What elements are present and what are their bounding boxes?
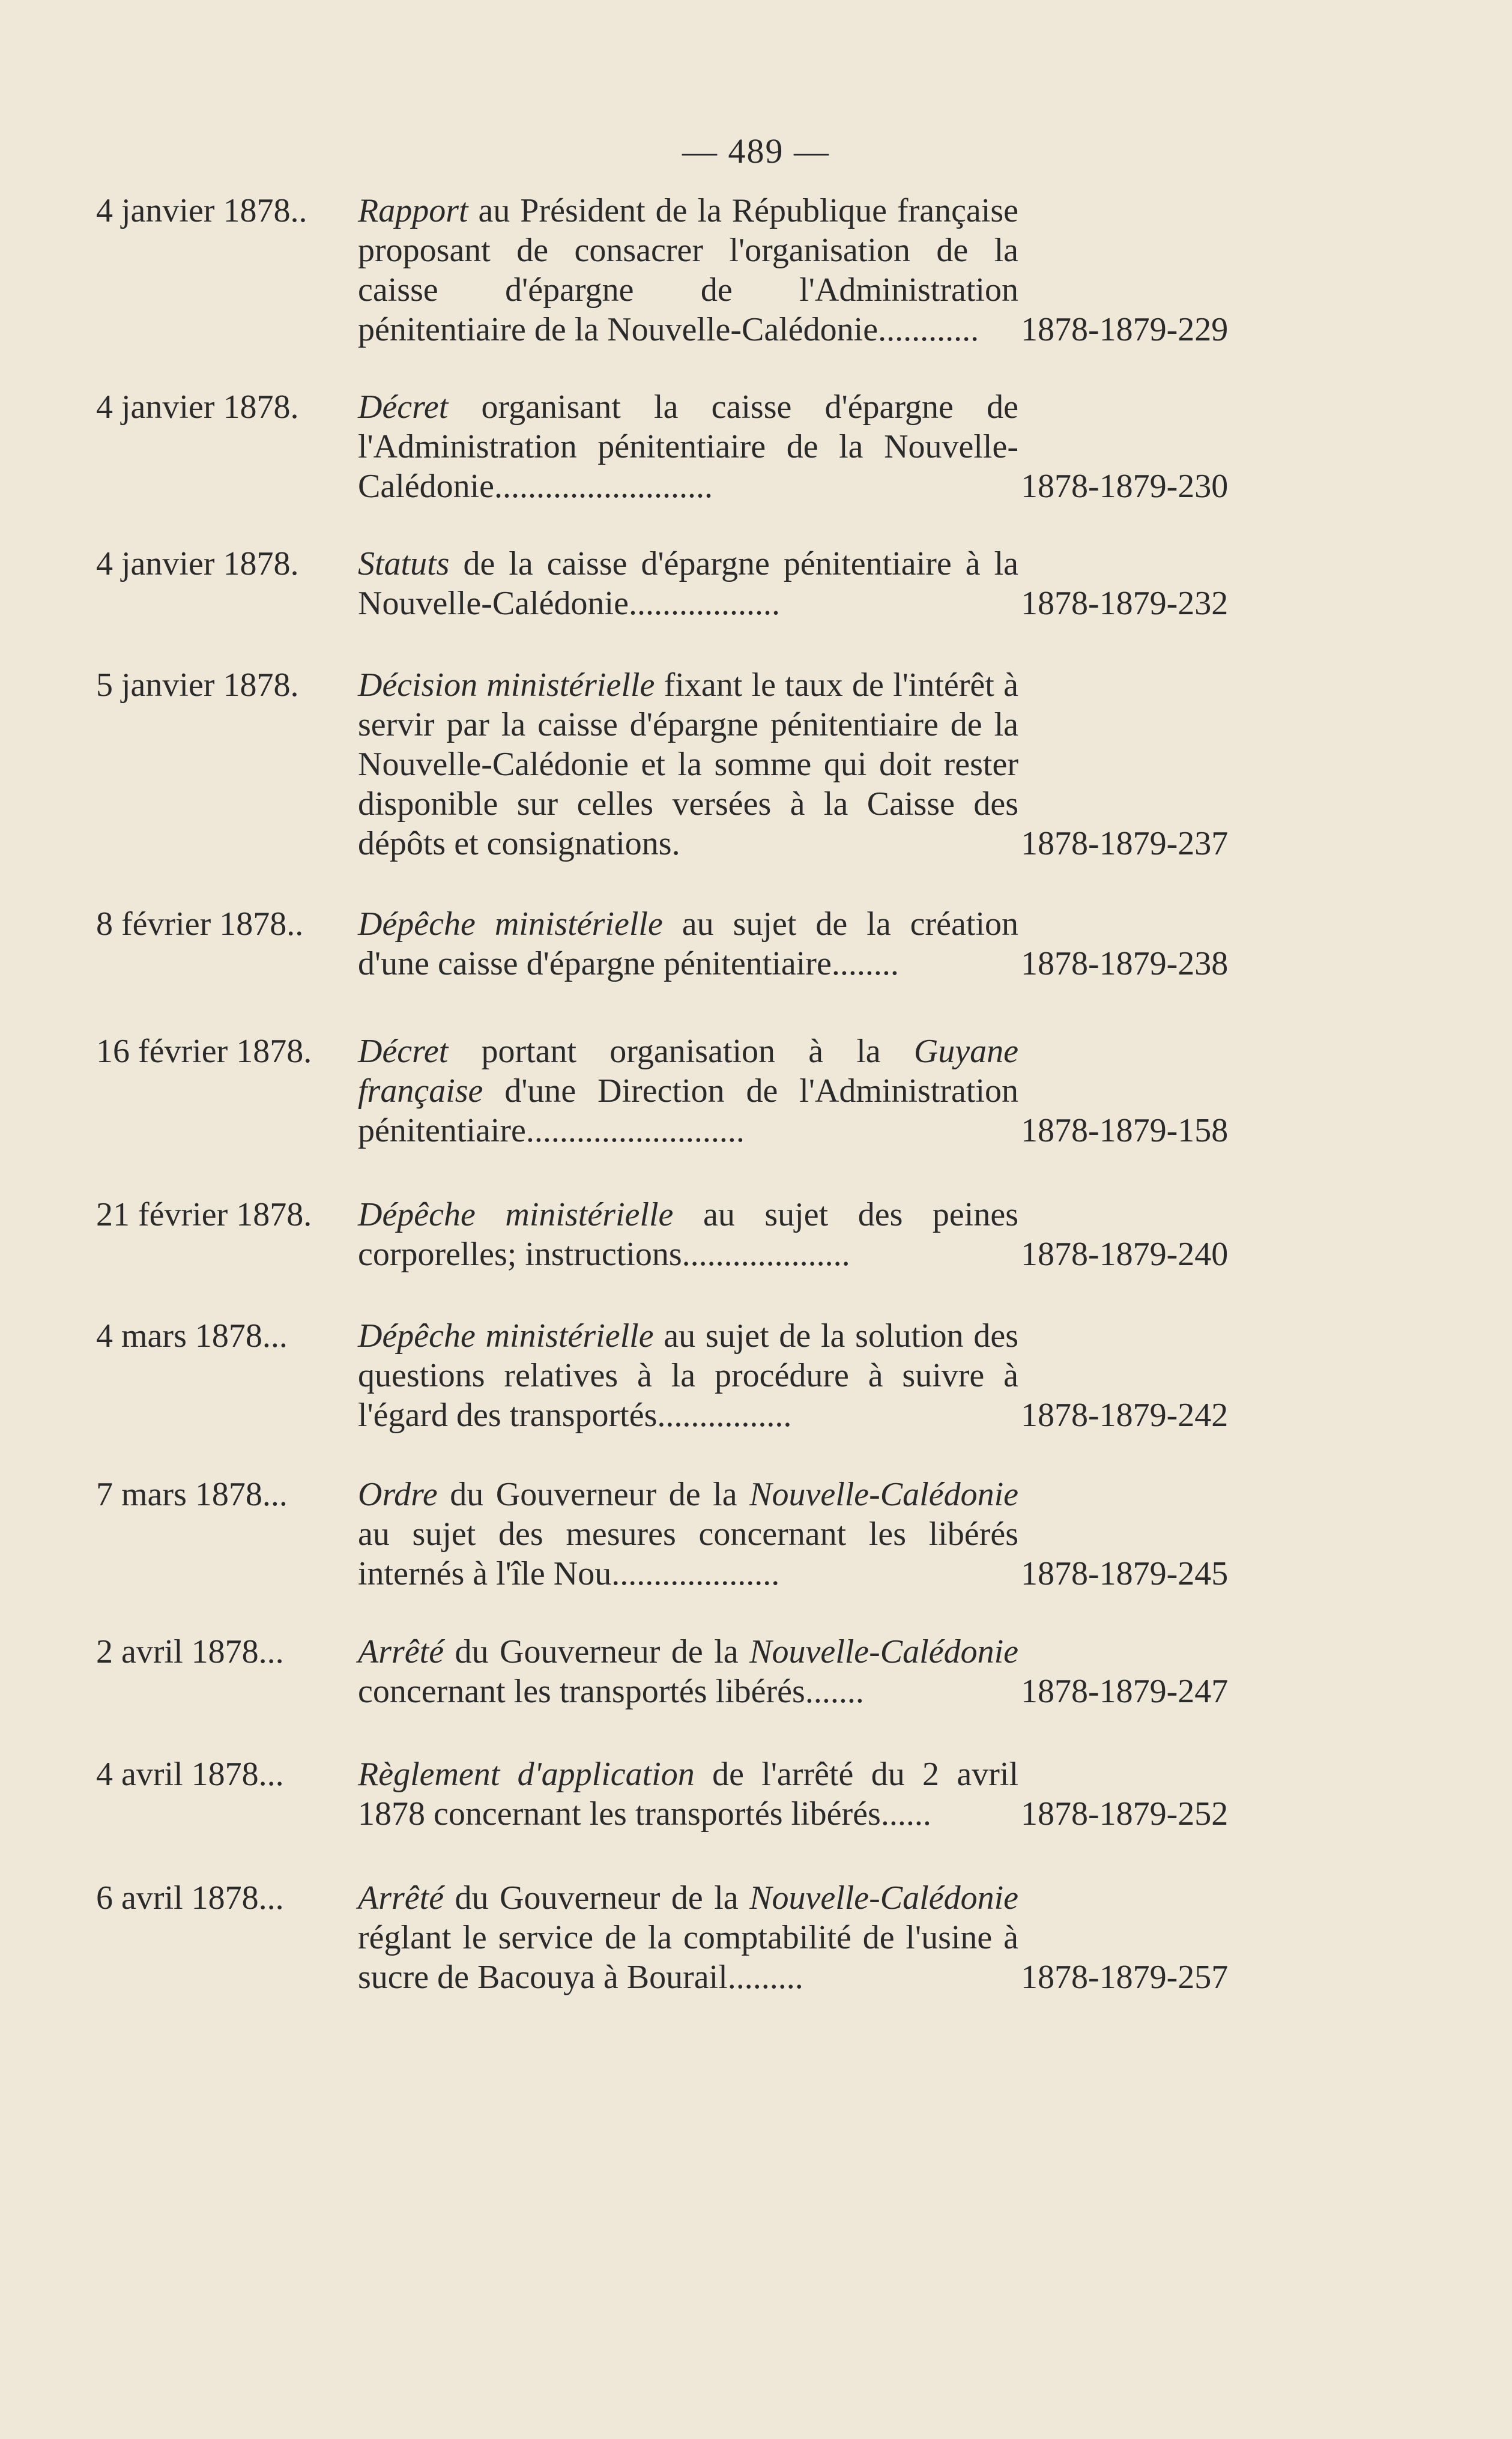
entry-reference: 1878-1879-247 — [1021, 1673, 1229, 1710]
entry-reference: 1878-1879-240 — [1021, 1236, 1229, 1273]
entry-text: de l'arrêté du 2 avril 1878 concernant les transportés libérés...... — [358, 1756, 1019, 1833]
entry-date: 4 avril 1878... — [96, 1756, 284, 1793]
entry-description — [358, 1754, 1018, 1834]
entry-date: 16 février 1878. — [96, 1033, 312, 1070]
entry-reference: 1878-1879-238 — [1021, 945, 1229, 982]
entry-reference: 1878-1879-257 — [1021, 1959, 1229, 1996]
entry-description — [358, 1475, 1018, 1594]
entry-text: du Gouverneur de la — [444, 1633, 750, 1670]
entry-description — [358, 544, 1018, 623]
entry-reference: 1878-1879-242 — [1021, 1397, 1229, 1434]
page-number: — 489 — — [682, 131, 830, 171]
entry-title: Dépêche ministérielle — [358, 905, 663, 943]
entry-text: fixant le taux de l'intérêt à servir par la caisse d'épargne pénitentiaire de la Nouvelle-Calédonie et la somme qui doit rester disponible sur celles versées à la Caisse des dépôts et consignations. — [358, 666, 1019, 862]
entry-title: Rapport — [358, 192, 468, 229]
entry-title: Décret — [358, 388, 449, 426]
entry-date: 8 février 1878.. — [96, 905, 304, 943]
entry-text-continued: concernant les transportés libérés....... — [358, 1673, 864, 1710]
entry-reference: 1878-1879-237 — [1021, 825, 1229, 862]
entry-date: 21 février 1878. — [96, 1196, 312, 1233]
entry-description — [358, 1632, 1018, 1711]
entry-text: de la caisse d'épargne pénitentiaire à la Nouvelle-Calédonie.................. — [358, 545, 1018, 622]
entry-title: Dépêche ministérielle — [358, 1196, 674, 1233]
entry-reference: 1878-1879-229 — [1021, 311, 1229, 348]
entry-text: au Président de la République française proposant de consacrer l'organisation de la caisse d'épargne de l'Administration pénitentiaire de la Nouvelle-Calédonie............ — [358, 192, 1018, 348]
entry-title: Décision ministérielle — [358, 666, 655, 704]
entry-description — [358, 191, 1018, 349]
entry-title: Ordre — [358, 1476, 438, 1513]
entry-title: Décret — [358, 1033, 449, 1070]
entry-description — [358, 665, 1018, 863]
entry-date: 4 mars 1878... — [96, 1317, 288, 1355]
entry-reference: 1878-1879-252 — [1021, 1795, 1229, 1833]
entry-text: portant organisation à la — [448, 1033, 914, 1070]
entry-description — [358, 1195, 1018, 1274]
entry-text: au sujet des peines corporelles; instructions.................... — [358, 1196, 1018, 1273]
entry-date: 7 mars 1878... — [96, 1476, 288, 1513]
entry-place: Guyane française — [358, 1033, 1018, 1110]
entry-date: 4 janvier 1878. — [96, 388, 299, 426]
entry-date: 4 janvier 1878.. — [96, 192, 307, 229]
entry-text: au sujet de la création d'une caisse d'épargne pénitentiaire........ — [358, 905, 1018, 982]
entry-text: du Gouverneur de la — [437, 1476, 750, 1513]
entry-title: Règlement d'application — [358, 1756, 695, 1793]
entry-title: Arrêté — [358, 1633, 444, 1670]
entry-reference: 1878-1879-158 — [1021, 1112, 1229, 1149]
entry-place: Nouvelle-Calédonie — [749, 1633, 1018, 1670]
entry-description — [358, 904, 1018, 984]
entry-description — [358, 1878, 1018, 1997]
entry-title: Dépêche ministérielle — [358, 1317, 654, 1355]
entry-date: 2 avril 1878... — [96, 1633, 284, 1670]
entry-description — [358, 387, 1018, 506]
entry-date: 6 avril 1878... — [96, 1879, 284, 1917]
entry-date: 4 janvier 1878. — [96, 545, 299, 582]
entry-description — [358, 1032, 1018, 1150]
entry-date: 5 janvier 1878. — [96, 666, 299, 704]
entry-description — [358, 1316, 1018, 1435]
entry-reference: 1878-1879-232 — [1021, 585, 1229, 622]
entry-place: Nouvelle-Calédonie — [749, 1476, 1018, 1513]
entry-text-continued: réglant le service de la comptabilité de l'usine à sucre de Bacouya à Bourail......... — [358, 1919, 1018, 1996]
entry-title: Statuts — [358, 545, 450, 582]
entry-reference: 1878-1879-230 — [1021, 468, 1229, 505]
entry-text: organisant la caisse d'épargne de l'Administration pénitentiaire de la Nouvelle-Calédonie.......................... — [358, 388, 1018, 505]
entry-title: Arrêté — [358, 1879, 444, 1917]
entry-text-continued: au sujet des mesures concernant les libérés internés à l'île Nou.................... — [358, 1516, 1018, 1592]
entry-place: Nouvelle-Calédonie — [749, 1879, 1018, 1917]
entry-text: au sujet de la solution des questions relatives à la procédure à suivre à l'égard des transportés................ — [358, 1317, 1019, 1434]
entry-reference: 1878-1879-245 — [1021, 1555, 1229, 1592]
entry-text-continued: d'une Direction de l'Administration pénitentiaire.......................... — [358, 1072, 1018, 1149]
entry-text: du Gouverneur de la — [444, 1879, 750, 1917]
